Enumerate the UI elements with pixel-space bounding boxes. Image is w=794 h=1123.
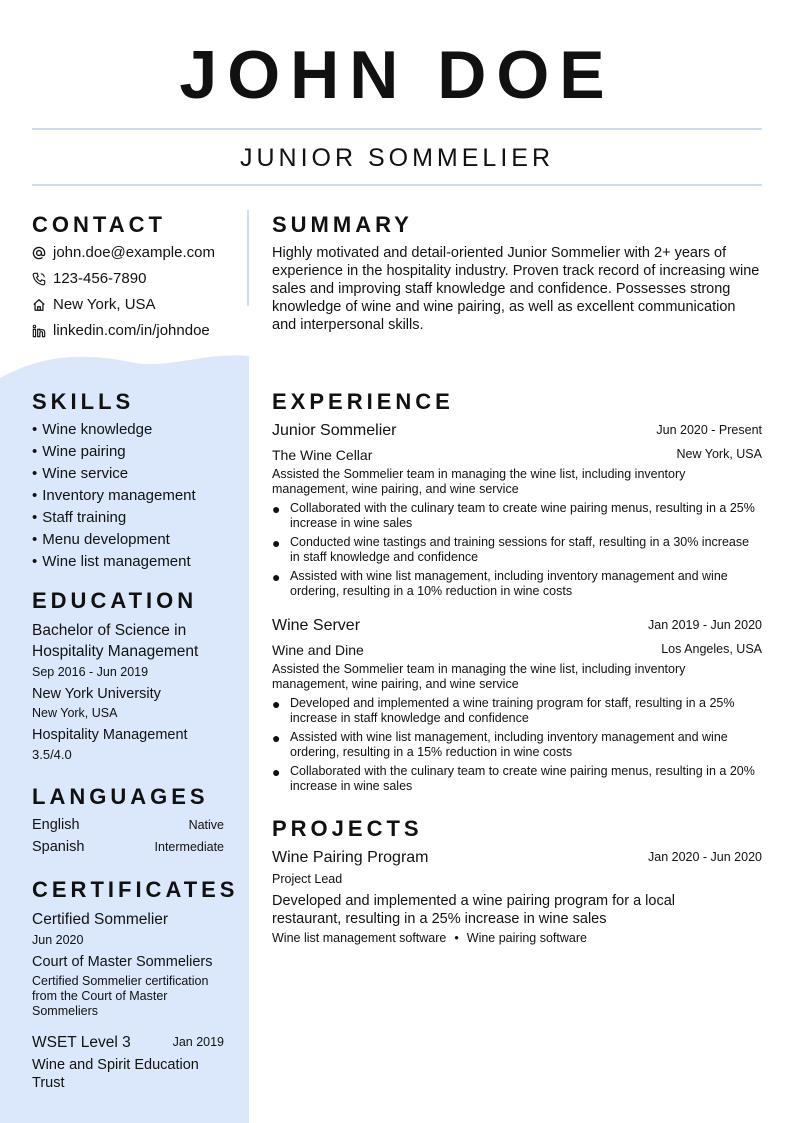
job-description: Assisted the Sommelier team in managing the wine list, including inventory management, wine pairing, and wine service [272, 467, 686, 496]
project-tool: Wine pairing software [466, 931, 587, 945]
certificates-heading: CERTIFICATES [32, 877, 239, 902]
project-role: Project Lead [272, 872, 343, 886]
education-gpa: 3.5/4.0 [32, 747, 72, 762]
skill-item: • Wine knowledge [32, 419, 196, 441]
tool-separator: • [454, 931, 459, 945]
job-bullet: ● Collaborated with the culinary team to create wine pairing menus, resulting in a 25% increase in wine sales [272, 501, 762, 531]
certificate-issuer: Court of Master Sommeliers [32, 954, 213, 970]
contact-phone[interactable] [32, 269, 146, 289]
skills-list [32, 419, 196, 573]
project-name: Wine Pairing Program [272, 849, 429, 866]
job-bullet: ● Collaborated with the culinary team to create wine pairing menus, resulting in a 20% increase in wine sales [272, 764, 762, 794]
skill-item: • Menu development [32, 529, 196, 551]
language-level: Native [188, 818, 224, 832]
at-icon [32, 246, 46, 260]
contact-location [32, 295, 156, 315]
project-description: Developed and implemented a wine pairing program for a local restaurant, resulting in a 25% increase in wine sales [272, 893, 676, 927]
contact-linkedin-text: linkedin.com/in/johndoe [53, 322, 210, 339]
job-bullet-text: Collaborated with the culinary team to create wine pairing menus, resulting in a 20% increase in wine sales [290, 764, 755, 793]
job-bullet-text: Assisted with wine list management, including inventory management and wine ordering, resulting in a 15% reduction in wine costs [290, 730, 728, 759]
skill-item: • Inventory management [32, 485, 196, 507]
summary-heading: SUMMARY [272, 212, 413, 237]
contact-phone-text: 123-456-7890 [53, 270, 147, 287]
job-location: Los Angeles, USA [661, 642, 762, 656]
skill-item: • Wine service [32, 463, 196, 485]
projects-heading: PROJECTS [272, 816, 423, 841]
home-icon [32, 298, 46, 312]
certificate-name: Certified Sommelier [32, 911, 169, 928]
job-bullet: ● Assisted with wine list management, including inventory management and wine ordering, resulting in a 10% reduction in wine costs [272, 569, 762, 599]
header-divider-bottom [32, 184, 762, 186]
education-location: New York, USA [32, 706, 118, 720]
contact-email[interactable] [32, 243, 215, 263]
skill-item: • Staff training [32, 507, 196, 529]
job-bullet: ● Developed and implemented a wine training program for staff, resulting in a 25% increase in staff knowledge and confidence [272, 696, 762, 726]
job-description: Assisted the Sommelier team in managing the wine list, including inventory management, wine pairing, and wine service [272, 662, 686, 691]
education-dates: Sep 2016 - Jun 2019 [32, 665, 149, 679]
languages-heading: LANGUAGES [32, 784, 209, 809]
job-bullet-text: Conducted wine tastings and training sessions for staff, resulting in a 30% increase in staff knowledge and confidence [290, 535, 750, 564]
certificate-date: Jun 2020 [32, 933, 84, 947]
language-name: Spanish [32, 839, 85, 855]
header-divider-top [32, 128, 762, 130]
education-heading: EDUCATION [32, 588, 198, 613]
language-level: Intermediate [154, 840, 224, 854]
skill-item: • Wine pairing [32, 441, 196, 463]
contact-location-text: New York, USA [53, 296, 156, 313]
education-school: New York University [32, 686, 161, 702]
project-tool: Wine list management software [272, 931, 447, 945]
job-location: New York, USA [676, 447, 762, 461]
job-role: Junior Sommelier [272, 422, 397, 439]
education-major: Hospitality Management [32, 727, 188, 743]
phone-icon [32, 272, 46, 286]
job-bullet-text: Assisted with wine list management, including inventory management and wine ordering, resulting in a 10% reduction in wine costs [290, 569, 728, 598]
job-bullet-text: Developed and implemented a wine training program for staff, resulting in a 25% increase in staff knowledge and confidence [290, 696, 735, 725]
skill-item: • Wine list management [32, 551, 196, 573]
certificate-name: WSET Level 3 [32, 1034, 131, 1051]
job-bullet: ● Assisted with wine list management, including inventory management and wine ordering, resulting in a 15% reduction in wine costs [272, 730, 762, 760]
skills-heading: SKILLS [32, 389, 135, 414]
job-bullet: ● Conducted wine tastings and training sessions for staff, resulting in a 30% increase in staff knowledge and confidence [272, 535, 762, 565]
experience-heading: EXPERIENCE [272, 389, 454, 414]
project-dates: Jan 2020 - Jun 2020 [648, 850, 762, 864]
education-degree: Bachelor of Science in Hospitality Management [32, 622, 199, 660]
project-tools [272, 931, 587, 946]
certificate-description: Certified Sommelier certification from the Court of Master Sommeliers [32, 974, 209, 1018]
contact-email-text: john.doe@example.com [53, 244, 215, 261]
certificate-date: Jan 2019 [172, 1035, 224, 1049]
job-title: JUNIOR SOMMELIER [239, 144, 555, 172]
column-divider [247, 210, 249, 306]
contact-linkedin[interactable] [32, 321, 210, 341]
resume-name: JOHN DOE [179, 37, 615, 113]
job-dates: Jun 2020 - Present [656, 423, 762, 437]
job-company: Wine and Dine [272, 642, 364, 658]
job-role: Wine Server [272, 617, 361, 634]
certificate-issuer: Wine and Spirit Education Trust [32, 1057, 199, 1091]
linkedin-icon [32, 324, 46, 338]
contact-heading: CONTACT [32, 212, 166, 237]
language-name: English [32, 817, 80, 833]
summary-text: Highly motivated and detail-oriented Junior Sommelier with 2+ years of experience in the hospitality industry. Proven track record of increasing wine sales and improving staff knowledge and confidence. Possesses strong knowledge of wine and wine pairing, as well as excellent communication and interpersonal skills. [272, 245, 760, 333]
job-bullet-text: Collaborated with the culinary team to create wine pairing menus, resulting in a 25% increase in wine sales [290, 501, 755, 530]
job-dates: Jan 2019 - Jun 2020 [648, 618, 762, 632]
job-company: The Wine Cellar [272, 447, 373, 463]
